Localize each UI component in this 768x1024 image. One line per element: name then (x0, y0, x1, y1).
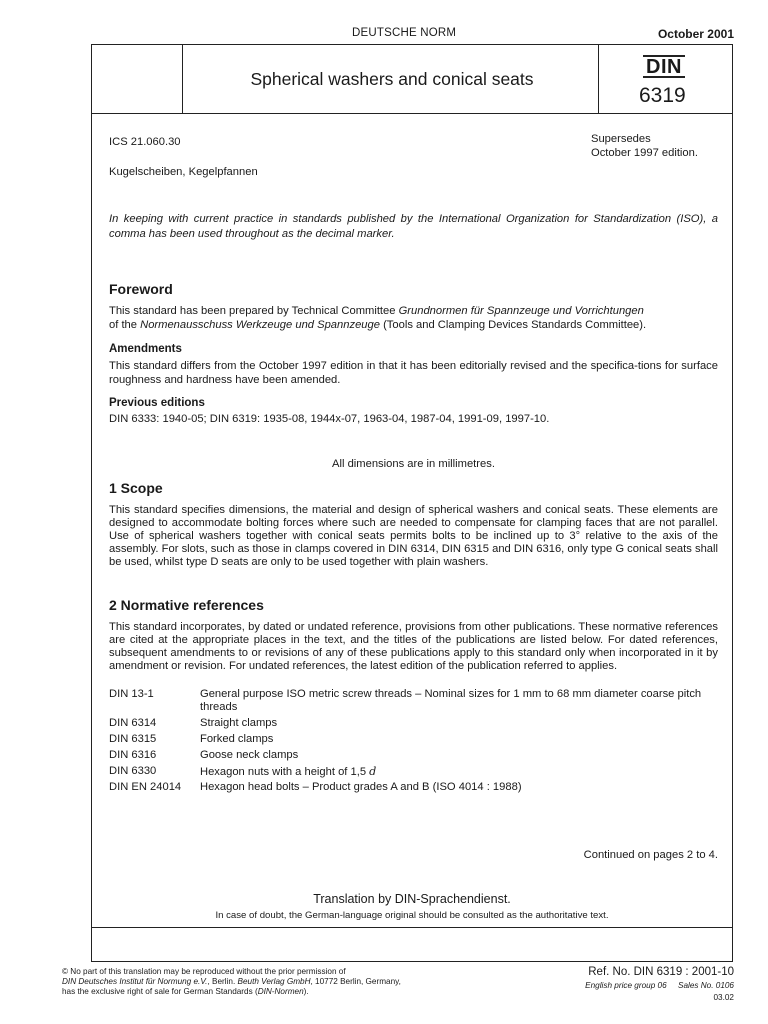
publication-date: October 2001 (657, 27, 734, 41)
reference-row (109, 749, 718, 762)
copyright-text: , Berlin. (207, 977, 238, 986)
reference-title-text: Hexagon nuts with a height of 1,5 (200, 766, 370, 778)
copyright-notice (62, 967, 502, 997)
copyright-text: , 10772 Berlin, Germany, (310, 977, 401, 986)
din-normen-label: DIN-Normen (257, 987, 304, 996)
ics-code: ICS 21.060.30 (109, 136, 181, 148)
supersedes-edition: October 1997 edition. (591, 146, 698, 159)
supersedes-note (591, 133, 698, 160)
previous-editions-text: DIN 6333: 1940-05; DIN 6319: 1935-08, 1944x-07, 1963-04, 1987-04, 1991-09, 1997-10. (109, 413, 550, 425)
reference-title: General purpose ISO metric screw threads – Nominal sizes for 1 mm to 68 mm diameter coarse pitch threads (200, 688, 702, 713)
din-designation-cell (598, 45, 732, 113)
norm-label: DEUTSCHE NORM (352, 27, 457, 39)
title-block (92, 45, 732, 114)
reference-code: DIN EN 24014 (109, 781, 182, 793)
title-block-left-cell (92, 45, 183, 113)
reference-title: Goose neck clamps (200, 749, 299, 761)
reference-row (109, 688, 718, 714)
reference-code: DIN 13-1 (109, 688, 154, 700)
copyright-text: ). (303, 987, 309, 996)
amendments-heading: Amendments (109, 343, 182, 355)
reference-code: DIN 6315 (109, 733, 157, 745)
reference-row (109, 765, 718, 778)
german-title: Kugelscheiben, Kegelpfannen (109, 166, 258, 178)
continued-note: Continued on pages 2 to 4. (583, 849, 718, 861)
document-title: Spherical washers and conical seats (250, 68, 534, 89)
foreword-text-part: (Tools and Clamping Devices Standards Committee). (379, 319, 647, 331)
diameter-symbol: d (369, 765, 377, 778)
previous-editions-heading: Previous editions (109, 397, 205, 409)
normative-references-heading: 2 Normative references (109, 597, 264, 613)
foreword-heading: Foreword (109, 281, 173, 297)
dimensions-note: All dimensions are in millimetres. (332, 458, 495, 470)
authoritative-text-note: In case of doubt, the German-language original should be consulted as the authoritative text. (215, 910, 609, 921)
foreword-text (109, 304, 718, 332)
translation-credit: Translation by DIN-Sprachendienst. (313, 892, 511, 906)
decimal-marker-note: In keeping with current practice in standards published by the International Organization for Standardization (ISO), a comma has been used throughout as the decimal marker. (109, 213, 718, 240)
scope-heading: 1 Scope (109, 480, 163, 496)
din-logo: DIN (643, 55, 685, 78)
reference-title: Hexagon head bolts – Product grades A and B (ISO 4014 : 1988) (200, 781, 522, 793)
standards-committee-name: Normenausschuss Werkzeuge und Spannzeuge (140, 319, 380, 331)
din-number: 6319 (639, 84, 686, 107)
copyright-line (62, 977, 502, 987)
foreword-text-part: of the (109, 319, 141, 331)
copyright-line (62, 987, 502, 997)
reference-title (200, 765, 718, 779)
footer-divider (92, 927, 732, 928)
copyright-text: has the exclusive right of sale for German Standards ( (62, 987, 258, 996)
supersedes-label: Supersedes (591, 133, 651, 145)
reference-title: Forked clamps (200, 733, 274, 745)
committee-name: Grundnormen für Spannzeuge und Vorrichtungen (398, 305, 644, 317)
reference-row (109, 781, 718, 794)
scope-text: This standard specifies dimensions, the material and design of spherical washers and conical seats. These elements are designed to accommodate bolting forces where such are needed to compensate for clamping faces that are not parallel. Use of spherical washers together with conical seats permits bolts to be inclined up to 3° relative to the axis of the assembly. For slots, such as those in clamps covered in DIN 6314, DIN 6315 and DIN 6316, only type G conical seats shall be used, whilst type D seats are only to be used together with plain washers. (109, 504, 718, 568)
reference-title: Straight clamps (200, 717, 278, 729)
foreword-text-part: This standard has been prepared by Technical Committee (109, 305, 399, 317)
publisher-name: Beuth Verlag GmbH (237, 977, 311, 986)
reference-number: Ref. No. DIN 6319 : 2001-10 (588, 966, 734, 978)
issue-code: 03.02 (713, 993, 734, 1002)
reference-code: DIN 6316 (109, 749, 157, 761)
page-frame (91, 44, 733, 962)
reference-row (109, 717, 718, 730)
amendments-text: This standard differs from the October 1997 edition in that it has been editorially revised and the specifica-tions for surface roughness and hardness have been amended. (109, 360, 718, 386)
reference-row (109, 733, 718, 746)
normative-references-text: This standard incorporates, by dated or undated reference, provisions from other publications. These normative references are cited at the appropriate places in the text, and the titles of the publications are listed below. For dated references, subsequent amendments to or revisions of any of these publications apply to this standard only when incorporated in it by amendment or revision. For undated references, the latest edition of the publication referred to applies. (109, 621, 718, 672)
din-institute-name: DIN Deutsches Institut für Normung e.V. (62, 977, 208, 986)
price-group: English price group 06 Sales No. 0106 (585, 981, 734, 990)
copyright-line: © No part of this translation may be reproduced without the prior permission of (62, 967, 346, 976)
reference-code: DIN 6314 (109, 717, 157, 729)
reference-code: DIN 6330 (109, 765, 157, 777)
